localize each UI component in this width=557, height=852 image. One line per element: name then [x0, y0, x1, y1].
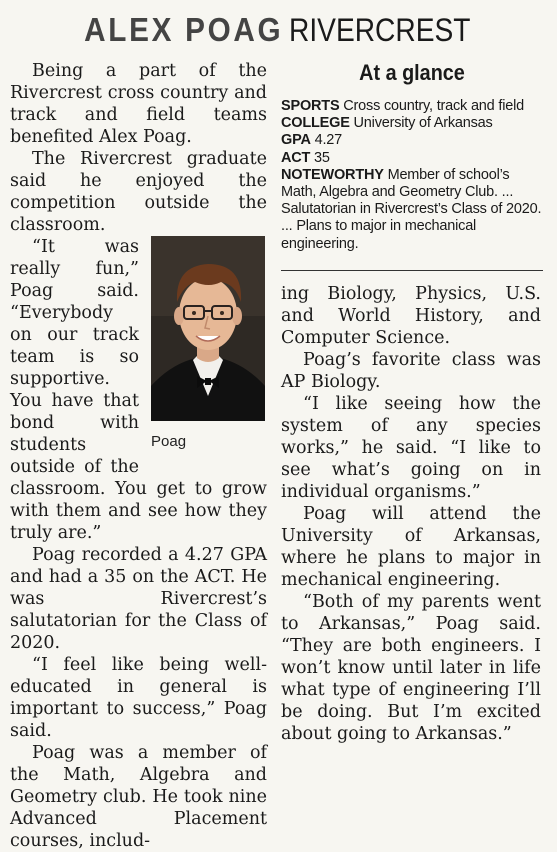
headline-school: RIVERCREST — [289, 12, 471, 48]
glance-key: GPA — [281, 132, 311, 149]
article-paragraph: ing Biology, Physics, U.S. and World History, and Computer Science. — [281, 284, 541, 348]
article-column-left — [10, 60, 267, 852]
article-paragraph: “I like seeing how the system of any species works,” he said. “I like to see what’s going on in individual organisms.” — [281, 394, 541, 502]
glance-item — [281, 150, 543, 167]
article-paragraph: “It was really fun,” Poag said. “Everybody on our track team is so supportive. You have that bond with students outside of the classroom. You get to grow with them and see how they truly are.” — [10, 237, 267, 543]
glance-key: COLLEGE — [281, 115, 350, 132]
headline — [0, 8, 557, 52]
article-paragraph: Poag recorded a 4.27 GPA and had a 35 on the ACT. He was Rivercrest’s salutatorian for the Class of 2020. — [10, 545, 267, 653]
article-paragraph: Being a part of the Rivercrest cross country and track and field teams benefited Alex Poag. — [10, 61, 267, 147]
glance-divider — [281, 270, 543, 271]
glance-value: Member of school’s Math, Algebra and Geometry Club. ... Salutatorian in Rivercrest’s Class of 2020. ... Plans to major in mechanical engineering. — [281, 166, 542, 252]
article-column-right — [281, 283, 541, 745]
portrait-photo — [151, 236, 265, 421]
article-paragraph: Poag’s favorite class was AP Biology. — [281, 350, 541, 392]
glance-value: Cross country, track and field — [343, 98, 524, 114]
photo-block — [145, 236, 267, 466]
portrait-image — [151, 236, 265, 421]
headline-name: ALEX POAG — [83, 11, 284, 48]
glance-value: University of Arkansas — [353, 115, 493, 132]
glance-key: NOTEWORTHY — [281, 166, 384, 183]
article-paragraph: The Rivercrest graduate said he enjoyed the competition outside the classroom. — [10, 149, 267, 235]
glance-item — [281, 167, 543, 253]
glance-item — [281, 132, 543, 149]
photo-caption: Poag — [151, 433, 187, 450]
glance-item — [281, 98, 543, 115]
glance-key: SPORTS — [281, 98, 340, 114]
article-paragraph: Poag was a member of the Math, Algebra and Geometry club. He took nine Advanced Placement courses, includ- — [10, 743, 267, 851]
glance-value: 4.27 — [314, 132, 343, 149]
glance-value: 35 — [314, 149, 330, 166]
glance-item — [281, 115, 543, 132]
article-paragraph: “I feel like being well-educated in general is important to success,” Poag said. — [10, 655, 267, 741]
glance-key: ACT — [281, 149, 311, 166]
article-paragraph: Poag will attend the University of Arkansas, where he plans to major in mechanical engineering. — [281, 504, 541, 590]
glance-title: At a glance — [359, 60, 465, 85]
article-paragraph: “Both of my parents went to Arkansas,” Poag said. “They are both engineers. I won’t know until later in life what type of engineering I’ll be doing. But I’m excited about going to Arkansas.” — [281, 592, 541, 744]
at-a-glance-box — [281, 60, 543, 253]
